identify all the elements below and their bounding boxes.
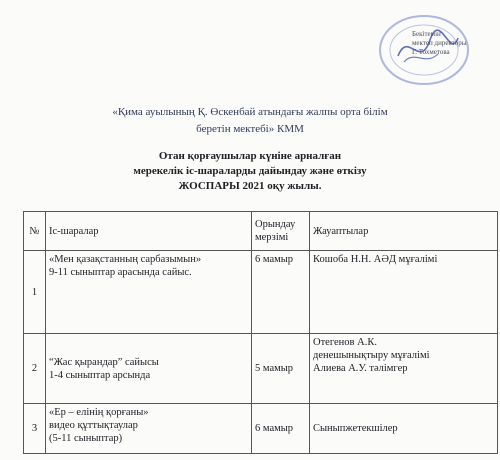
header-events: Іс-шаралар — [46, 212, 252, 251]
title-line2: мерекелік іс-шараларды дайындау және өткізу — [133, 165, 367, 177]
approval-director-name: Г. Тохметова — [412, 48, 450, 56]
approval-position: мектеп директоры — [412, 39, 467, 47]
row-deadline: 6 мамыр — [252, 251, 310, 334]
row-event: “Жас қырандар” сайысы 1-4 сыныптар арсында — [46, 334, 252, 404]
header-number: № — [24, 212, 46, 251]
row-number: 3 — [24, 404, 46, 454]
title-line3: ЖОСПАРЫ 2021 оқу жылы. — [178, 180, 322, 192]
approval-label: Бекітемін — [412, 30, 441, 38]
row-deadline: 5 мамыр — [252, 334, 310, 404]
table-row — [24, 334, 498, 404]
table-row — [24, 251, 498, 334]
document-title — [0, 149, 500, 194]
row-number: 1 — [24, 251, 46, 334]
header-deadline: Орындау мерзімі — [252, 212, 310, 251]
school-name-line1: «Қима ауылының Қ. Өскенбай атындағы жалпы орта білім — [112, 106, 388, 118]
approval-block — [412, 30, 498, 57]
row-deadline: 6 мамыр — [252, 404, 310, 454]
table-header-row — [24, 212, 498, 251]
school-name-line2: беретін мектебі» КММ — [196, 123, 304, 135]
events-table — [23, 211, 498, 454]
row-event: «Ер – елінің қорғаны» видео құттықтаулар (5-11 сыныптар) — [46, 404, 252, 454]
row-responsible: Отегенов А.К. денешынықтыру мұғалімі Алиева А.У. тәлімгер — [310, 334, 498, 404]
row-number: 2 — [24, 334, 46, 404]
row-event: «Мен қазақстанның сарбазымын» 9-11 сыныптар арасында сайыс. — [46, 251, 252, 334]
title-line1: Отан қорғаушылар күніне арналған — [158, 150, 342, 162]
row-responsible: Сыныпжетекшілер — [310, 404, 498, 454]
table-row — [24, 404, 498, 454]
row-responsible: Кошоба Н.Н. АӘД мұғалімі — [310, 251, 498, 334]
school-name — [0, 104, 500, 138]
header-responsible: Жауаптылар — [310, 212, 498, 251]
